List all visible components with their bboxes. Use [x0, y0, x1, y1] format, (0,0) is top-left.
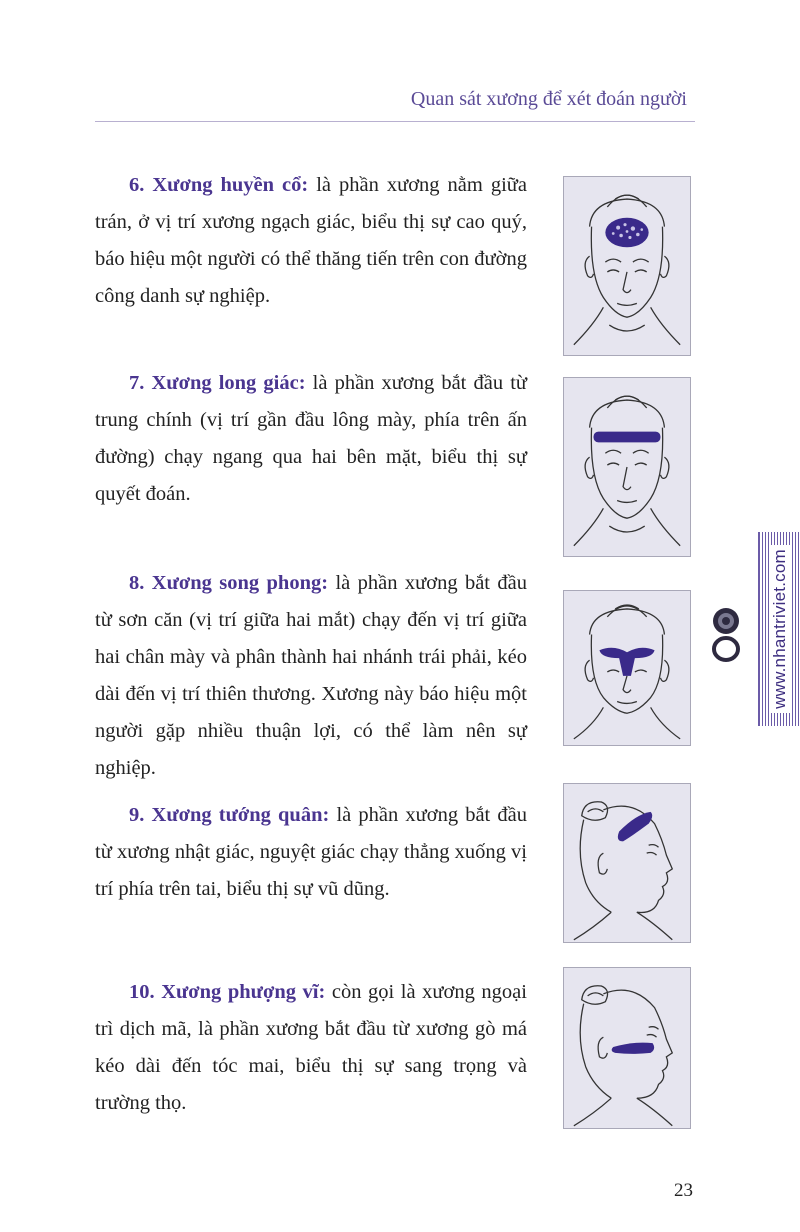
entry-text: còn gọi là xương ngoại trì dịch mã, là phần xương bắt đầu từ xương gò má kéo dài đến tóc mai, biểu thị sự sang trọng và trường thọ.: [95, 981, 527, 1114]
entry-text: là phần xương bắt đầu từ sơn căn (vị trí giữa hai mắt) chạy đến vị trí giữa hai chân mày và phân thành hai nhánh trái phải, kéo dài đến vị trí thiên thương. Xương này báo hiệu một người gặp nhiều thuận lợi, có thể làm nên sự nghiệp.: [95, 572, 527, 779]
face-illustration-huyen-co: [563, 176, 691, 356]
entry-7: [95, 365, 527, 513]
face-illustration-phuong-vi: [563, 967, 691, 1129]
side-tab: [758, 532, 800, 726]
entry-term: 8. Xương song phong:: [129, 572, 329, 594]
entry-text: là phần xương bắt đầu từ trung chính (vị trí gần đầu lông mày, phía trên ấn đường) chạy ngang qua hai bên mặt, biểu thị sự quyết đoán.: [95, 372, 528, 505]
entry-term: 6. Xương huyền cổ:: [129, 174, 309, 196]
entry-term: 9. Xương tướng quân:: [129, 804, 330, 826]
face-front-figure: [564, 378, 690, 556]
entry-text: là phần xương nằm giữa trán, ở vị trí xương ngạch giác, biểu thị sự cao quý, báo hiệu một người có thể thăng tiến trên con đường công danh sự nghiệp.: [95, 174, 528, 307]
entry-8: [95, 565, 527, 787]
ring-ornament-icon: [706, 603, 746, 665]
face-illustration-long-giac: [563, 377, 691, 557]
face-front-figure: [564, 177, 690, 355]
face-profile-figure: [564, 784, 690, 942]
page-number: 23: [674, 1180, 693, 1201]
website-label: www.nhantriviet.com: [770, 545, 790, 713]
entry-text: là phần xương bắt đầu từ xương nhật giác, nguyệt giác chạy thẳng xuống vị trí phía trên tai, biểu thị sự vũ dũng.: [95, 804, 527, 900]
entry-term: 10. Xương phượng vĩ:: [129, 981, 326, 1003]
header-rule: [95, 121, 695, 122]
side-tab-text-holder: [759, 532, 800, 726]
entry-6: [95, 167, 527, 315]
entry-term: 7. Xương long giác:: [129, 372, 306, 394]
face-front-figure: [564, 591, 690, 745]
face-illustration-tuong-quan: [563, 783, 691, 943]
entry-10: [95, 974, 527, 1122]
face-profile-figure: [564, 968, 690, 1128]
entry-9: [95, 797, 527, 908]
running-header: Quan sát xương để xét đoán người: [410, 88, 687, 110]
face-illustration-song-phong: [563, 590, 691, 746]
